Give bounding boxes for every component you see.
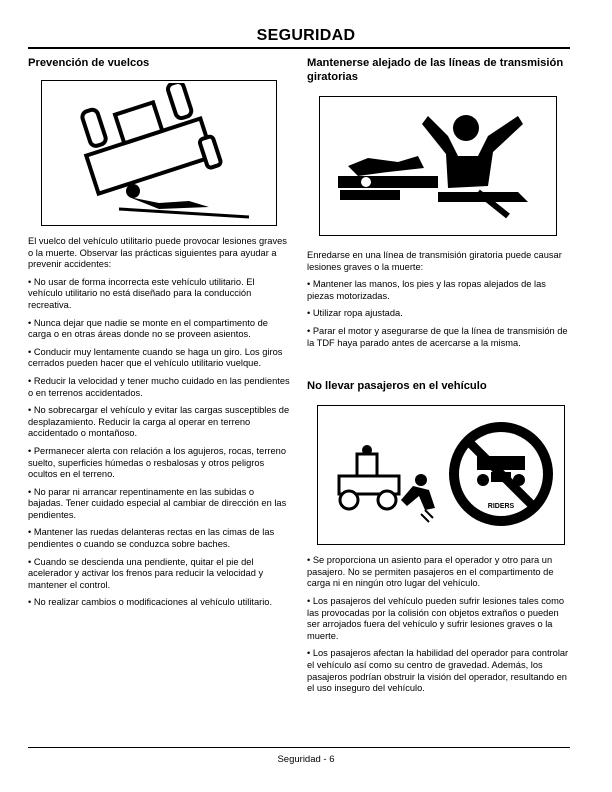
driveline-entanglement-icon [328, 106, 548, 226]
list-item: • Conducir muy lentamente cuando se haga un giro. Los giros cerrados pueden hacer que el vehículo utilitario vuelque. [28, 346, 283, 369]
list-item: • Reducir la velocidad y tener mucho cuidado en las pendientes o en terrenos accidentados. [28, 375, 290, 398]
list-item: • Mantener las manos, los pies y las ropas alejados de las piezas motorizadas. [307, 279, 546, 301]
driveline-heading: Mantenerse alejado de las líneas de transmisión giratorias [307, 57, 564, 83]
footer-rule [28, 747, 570, 748]
list-item: • No sobrecargar el vehículo y evitar las cargas susceptibles de desplazamiento. Reducir la carga al operar en terreno accidentado o montañoso. [28, 405, 290, 439]
list-item: • Nunca dejar que nadie se monte en el compartimento de carga o en otras áreas donde no se proveen asientos. [28, 317, 268, 340]
list-item: • Parar el motor y asegurarse de que la línea de transmisión de la TDF haya parado antes de acercarse a la misma. [307, 325, 568, 348]
passengers-heading: No llevar pasajeros en el vehículo [307, 380, 487, 393]
right-column [307, 56, 569, 695]
list-item: • Los pasajeros del vehículo pueden sufrir lesiones tales como las provocadas por la colisión con objetos extraños o pueden ser arrojados fuera del vehículo y sufrir lesiones graves o la muerte. [307, 595, 564, 641]
rollover-bullet-list [28, 277, 290, 609]
no-riders-illustration-icon [321, 410, 561, 540]
passengers-bullet-list [307, 555, 569, 695]
list-item: • No parar ni arrancar repentinamente en las subidas o bajadas. Tener cuidado especial al cambiar de dirección en las pendientes. [28, 486, 287, 520]
driveline-intro: Enredarse en una línea de transmisión giratoria puede causar lesiones graves o la muerte: [307, 250, 562, 272]
left-column [28, 56, 290, 609]
list-item: • Permanecer alerta con relación a los agujeros, rocas, terreno suelto, superficies húmedas o resbalosas y otros peligros ocultos en el terreno. [28, 445, 287, 480]
driveline-figure [319, 96, 557, 236]
riders-sign-label: RIDERS [487, 503, 515, 511]
rollover-intro: El vuelco del vehículo utilitario puede provocar lesiones graves o la muerte. Observar las prácticas siguientes para ayudar a prevenir accidentes: [28, 236, 287, 270]
list-item: • No usar de forma incorrecta este vehículo utilitario. El vehículo utilitario no está diseñado para la conducción recreativa. [28, 276, 255, 310]
page-title: SEGURIDAD [256, 27, 356, 44]
rollover-heading: Prevención de vuelcos [28, 57, 150, 69]
list-item: • No realizar cambios o modificaciones al vehículo utilitario. [28, 597, 273, 608]
list-item: • Se proporciona un asiento para el operador y otro para un pasajero. No se permiten pasajeros en el compartimento de carga ni en ningún otro lugar del vehículo. [307, 555, 554, 589]
list-item: • Mantener las ruedas delanteras rectas en las cimas de las pendientes o cuando se conduzca sobre baches. [28, 527, 275, 550]
driveline-bullet-list [307, 279, 569, 349]
rollover-illustration-icon [59, 83, 259, 223]
passengers-figure [317, 405, 565, 545]
list-item: • Utilizar ropa ajustada. [307, 308, 403, 319]
list-item: • Los pasajeros afectan la habilidad del operador para controlar el vehículo así como su centro de gravedad. Además, los pasajeros podrían obstruir la visión del operador, resultando en el uso inseguro del vehículo. [307, 648, 569, 694]
page-footer: Seguridad - 6 [277, 754, 335, 765]
header-rule [28, 47, 570, 49]
rollover-figure [41, 80, 277, 226]
list-item: • Cuando se descienda una pendiente, quitar el pie del acelerador y activar los frenos para reducir la velocidad y mantener el control. [28, 556, 264, 590]
